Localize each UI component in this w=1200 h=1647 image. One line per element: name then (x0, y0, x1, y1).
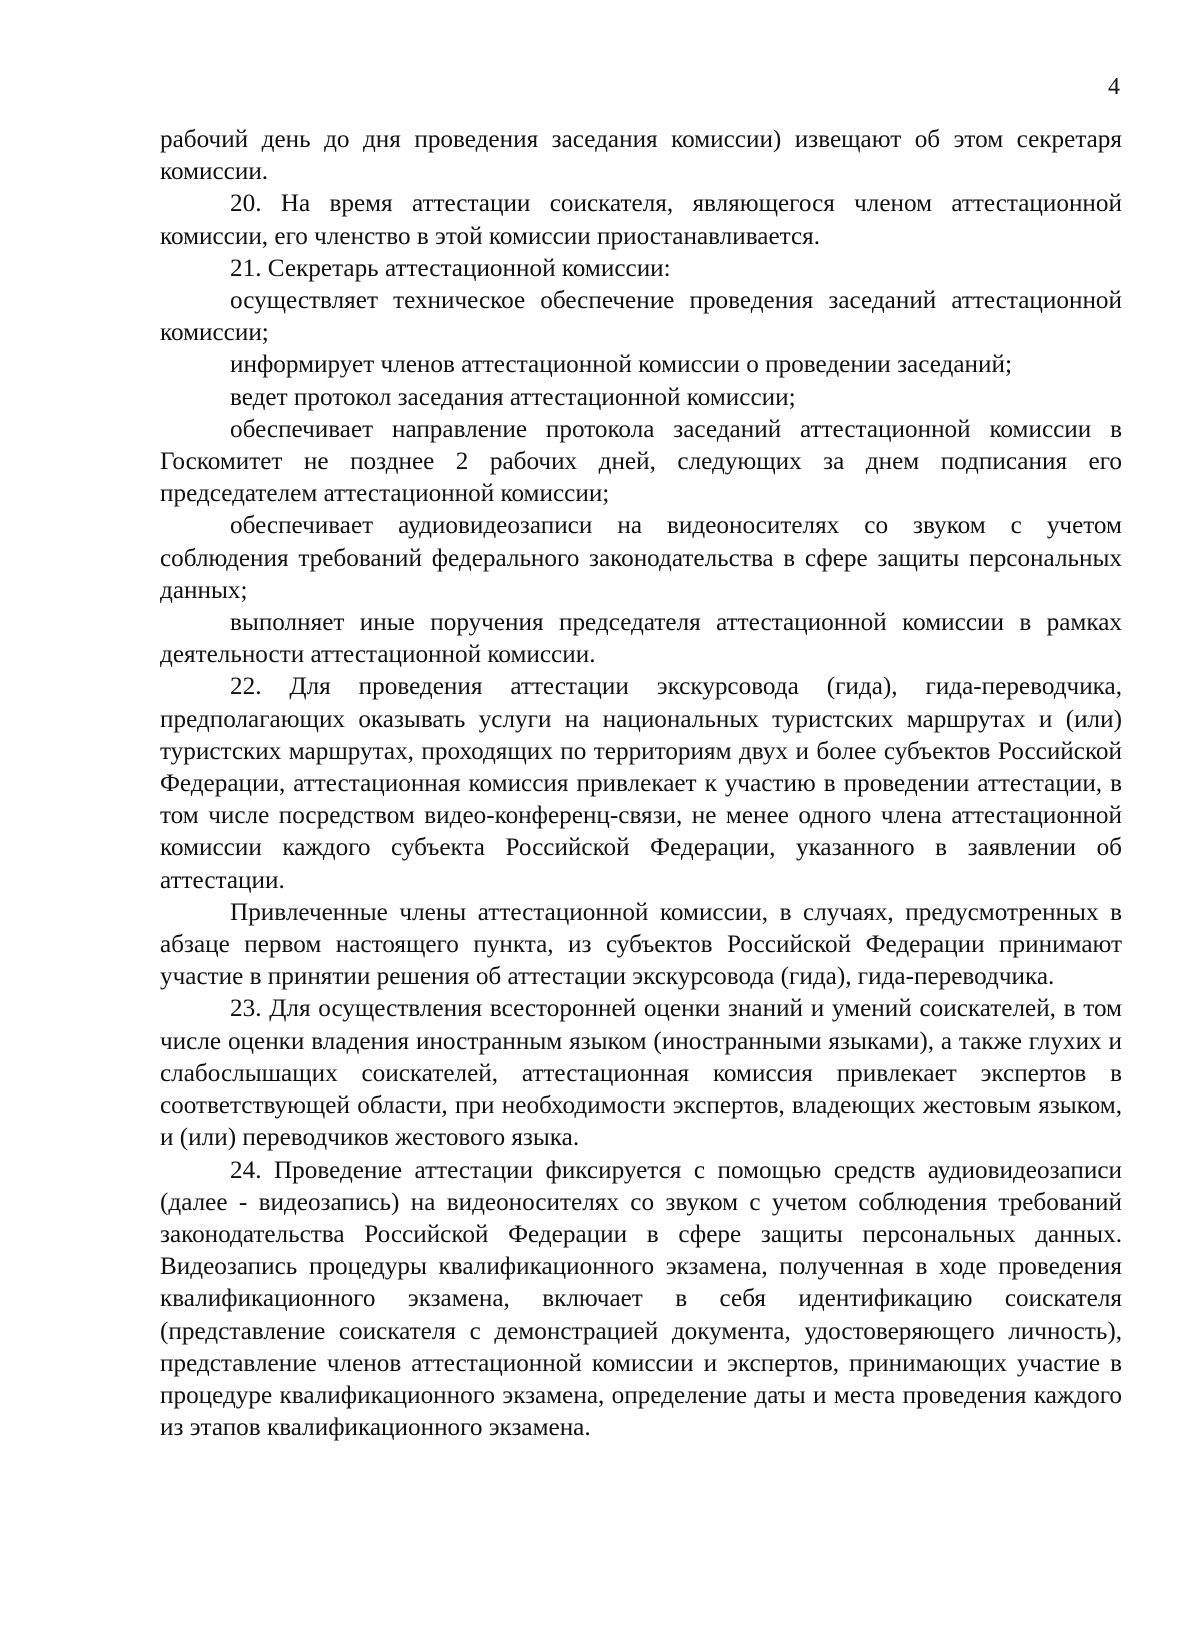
paragraph-item-22-part-2: Привлеченные члены аттестационной комиссии, в случаях, предусмотренных в абзаце первом настоящего пункта, из субъектов Российской Федерации принимают участие в принятии решения об аттестации экскурсовода (гида), гида-переводчика. (160, 898, 1122, 991)
paragraph-item-21: 21. Секретарь аттестационной комиссии: (230, 254, 671, 282)
paragraph-item-24: 24. Проведение аттестации фиксируется с помощью средств аудиовидеозаписи (далее - видеозапись) на видеоносителях со звуком с учетом соблюдения требований законодательства Российской Федерации в сфере защиты персональных данных. Видеозапись процедуры квалификационного экзамена, полученная в ходе проведения квалификационного экзамена, включает в себя идентификацию соискателя (представление соискателя с демонстрацией документа, удостоверяющего личность), представление членов аттестационной комиссии и экспертов, принимающих участие в процедуре квалификационного экзамена, определение даты и места проведения каждого из этапов квалификационного экзамена. (160, 1156, 1122, 1442)
document-body (160, 124, 1122, 1444)
paragraph-item-23: 23. Для осуществления всесторонней оценки знаний и умений соискателей, в том числе оценки владения иностранным языком (иностранными языками), а также глухих и слабослышащих соискателей, аттестационная комиссия привлекает экспертов в соответствующей области, при необходимости экспертов, владеющих жестовым языком, и (или) переводчиков жестового языка. (160, 995, 1122, 1152)
paragraph-item-20: 20. На время аттестации соискателя, являющегося членом аттестационной комиссии, его членство в этой комиссии приостанавливается. (160, 190, 1122, 250)
paragraph-secretary-duty-4: обеспечивает направление протокола заседаний аттестационной комиссии в Госкомитет не позднее 2 рабочих дней, следующих за днем подписания его председателем аттестационной комиссии; (160, 415, 1122, 508)
paragraph-secretary-duty-1: осуществляет техническое обеспечение проведения заседаний аттестационной комиссии; (160, 287, 1122, 347)
paragraph-secretary-duty-6: выполняет иные поручения председателя аттестационной комиссии в рамках деятельности аттестационной комиссии. (160, 609, 1122, 669)
paragraph-secretary-duty-3: ведет протокол заседания аттестационной комиссии; (230, 383, 796, 411)
paragraph-item-22: 22. Для проведения аттестации экскурсовода (гида), гида-переводчика, предполагающих оказывать услуги на национальных туристских маршрутах и (или) туристских маршрутах, проходящих по территориям двух и более субъектов Российской Федерации, аттестационная комиссия привлекает к участию в проведении аттестации, в том числе посредством видео-конференц-связи, не менее одного члена аттестационной комиссии каждого субъекта Российской Федерации, указанного в заявлении об аттестации. (160, 673, 1122, 894)
paragraph-continuation: рабочий день до дня проведения заседания комиссии) извещают об этом секретаря комиссии. (160, 126, 1122, 186)
paragraph-secretary-duty-2: информирует членов аттестационной комиссии о проведении заседаний; (230, 351, 1012, 379)
paragraph-secretary-duty-5: обеспечивает аудиовидеозаписи на видеоносителях со звуком с учетом соблюдения требований федерального законодательства в сфере защиты персональных данных; (160, 512, 1122, 604)
page-number: 4 (1108, 74, 1120, 100)
